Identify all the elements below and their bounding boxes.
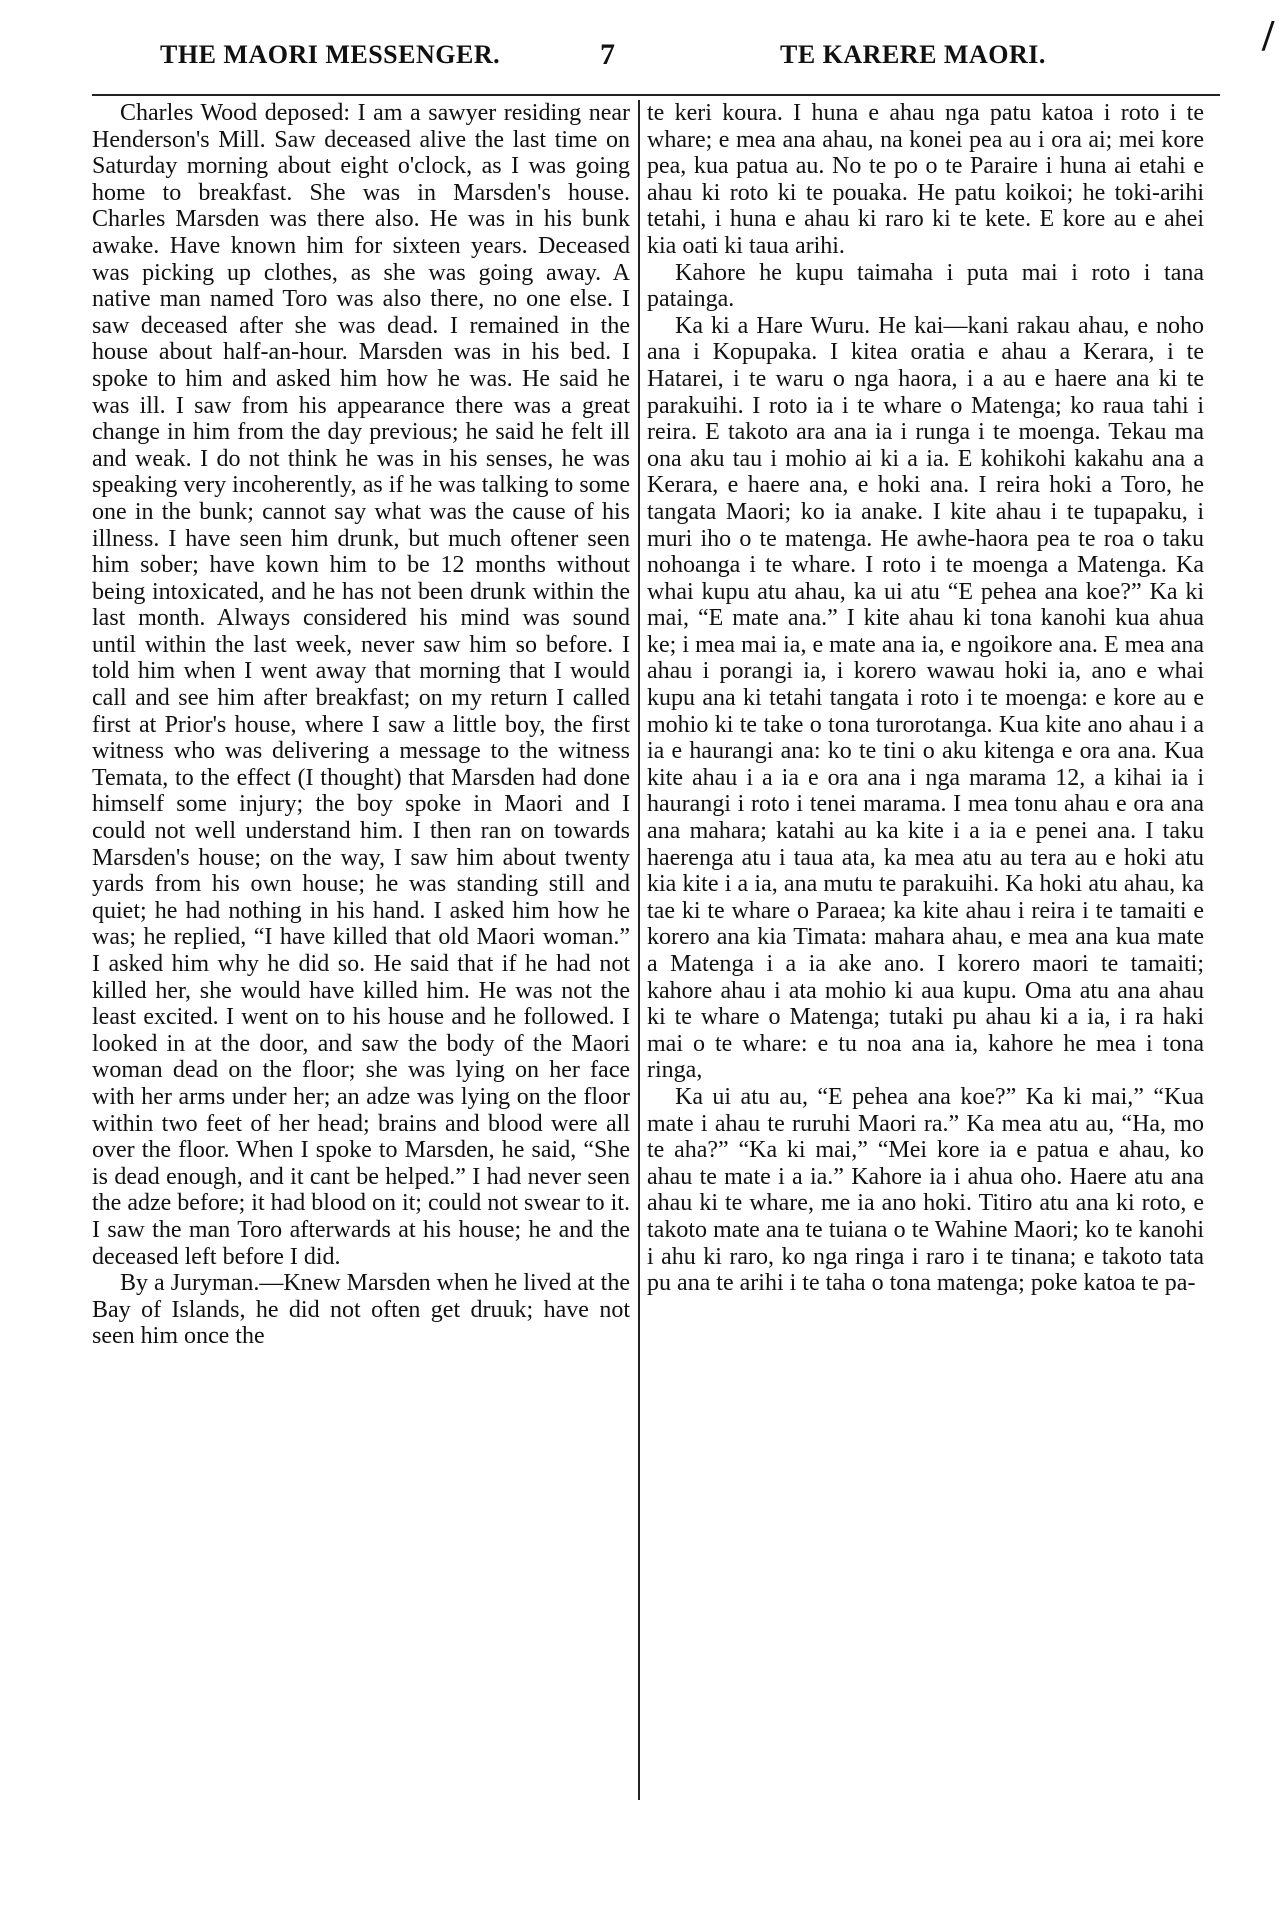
header-rule: [92, 94, 1220, 96]
paragraph-juryman: By a Juryman.—Knew Marsden when he lived at the Bay of Islands, he did not often get druuk; have not seen him once the: [92, 1270, 630, 1350]
column-divider: [638, 100, 640, 1800]
paragraph-wood-deposition: Charles Wood deposed: I am a sawyer residing near Henderson's Mill. Saw deceased alive the last time on Saturday morning about eight o'clock, as I was going home to breakfast. She was in Marsden's house. Charles Marsden was there also. He was in his bunk awake. Have known him for sixteen years. Deceased was picking up clothes, as she was going away. A native man named Toro was also there, no one else. I saw deceased after she was dead. I remained in the house about half-an-hour. Marsden was in his bed. I spoke to him and asked him how he was. He said he was ill. I saw from his appearance there was a great change in him from the day previous; he said he felt ill and weak. I do not think he was in his senses, he was speaking very incoherently, as if he was talking to some one in the bunk; cannot say what was the cause of his illness. I have seen him drunk, but much oftener seen him sober; have kown him to be 12 months without being intoxicated, and he has not been drunk within the last month. Always considered his mind was sound until within the last week, never saw him so before. I told him when I went away that morning that I would call and see him after breakfast; on my return I called first at Prior's house, where I saw a little boy, the first witness who was delivering a message to the witness Temata, to the effect (I thought) that Marsden had done himself some injury; the boy spoke in Maori and I could not well understand him. I then ran on towards Marsden's house; on the way, I saw him about twenty yards from his own house; he was standing still and quiet; he had nothing in his hand. I asked him how he was; he replied, “I have killed that old Maori woman.” I asked him why he did so. He said that if he had not killed her, she would have killed him. He was not the least excited. I went on to his house and he followed. I looked in at the door, and saw the body of the Maori woman dead on the floor; she was lying on her face with her arms under her; an adze was lying on the floor within two feet of her head; brains and blood were all over the floor. When I spoke to Marsden, he said, “She is dead enough, and it cant be helped.” I had never seen the adze before; it had blood on it; could not swear to it. I saw the man Toro afterwards at his house; he and the deceased left before I did.: [92, 100, 630, 1270]
corner-pencil-mark: /: [1262, 11, 1275, 60]
page-number: 7: [600, 38, 616, 71]
paragraph-kupu-taimaha: Kahore he kupu taimaha i puta mai i roto i tana patainga.: [647, 259, 1204, 313]
masthead-maori: TE KARERE MAORI.: [780, 40, 1046, 69]
english-column: [92, 100, 630, 1350]
maori-column: [647, 100, 1204, 1297]
masthead-english: THE MAORI MESSENGER.: [160, 40, 501, 69]
paragraph-continued: te keri koura. I huna e ahau nga patu katoa i roto i te whare; e mea ana ahau, na konei pea au i ora ai; mei kore pea, kua patua au. No te po o te Paraire i huna ai etahi e ahau ki roto ki te pouaka. He patu koikoi; he toki-arihi tetahi, i huna e ahau ki raro ki te kete. E kore au e ahei kia oati ki taua arihi.: [647, 100, 1204, 259]
paragraph-hare-wuru: Ka ki a Hare Wuru. He kai—kani rakau ahau, e noho ana i Kopupaka. I kitea oratia e ahau a Kerara, i te Hatarei, i te waru o nga haora, i a au e haere ana ki te parakuihi. I roto ia i te whare o Matenga; ko raua tahi i reira. E takoto ara ana ia i runga i te moenga. Tekau ma ona aku tau i mohio ai ki a ia. E kohikohi kakahu ana a Kerara, e haere ana, e hoki ana. I reira hoki a Toro, he tangata Maori; ko ia anake. I kite ahau i te tupapaku, i muri iho o te matenga. He awhe-haora pea te roa o taku nohoanga i te whare. I roto i te moenga a Matenga. Ka whai kupu atu ahau, ka ui atu “E pehea ana koe?” Ka ki mai, “E mate ana.” I kite ahau ki tona kanohi kua ahua ke; i mea mai ia, e mate ana ia, e ngoikore ana. E mea ana ahau i porangi ia, i korero wawau hoki ia, ano e whai kupu ana ki tetahi tangata i roto i te moenga: e kore au e mohio ki te take o tona turorotanga. Kua kite ano ahau i a ia e haurangi ana: ko te tini o aku kitenga e ora ana. Kua kite ahau i a ia e ora ana i nga marama 12, a kihai ia i haurangi i roto i tenei marama. I mea tonu ahau e ora ana ana mahara; katahi au ka kite i a ia e penei ana. I taku haerenga atu i taua ata, ka mea atu au tera au e hoki atu kia kite i a ia, ana mutu te parakuihi. Ka hoki atu ahau, ka tae ki te whare o Paraea; ka kite ahau i reira i te tamaiti e korero ana kia Timata: mahara ahau, e mea ana kua mate a Matenga i a ia ake ano. I korero maori te tamaiti; kahore ahau i ata mohio ki aua kupu. Oma atu ana ahau ki te whare o Matenga; tutaki pu ahau ki a ia, i ra haki mai o te whare: e tu noa ana ia, kahore he mea i tona ringa,: [647, 312, 1204, 1084]
running-header: [160, 40, 1230, 84]
paragraph-ka-ui-atu: Ka ui atu au, “E pehea ana koe?” Ka ki mai,” “Kua mate i ahau te ruruhi Maori ra.” Ka mea atu au, “Ha, mo te aha?” “Ka ki mai,” “Mei kore ia e patua e ahau, ko ahau te mate i a ia.” Kahore ia i ahua oho. Haere atu ana ahau ki te whare, me ia ano hoki. Titiro atu ana ki roto, e takoto mate ana te tuiana o te Wahine Maori; ko te kanohi i ahu ki raro, ko nga ringa i raro i te tinana; e takoto tata pu ana te arihi i te taha o tona matenga; poke katoa te pa-: [647, 1083, 1204, 1297]
